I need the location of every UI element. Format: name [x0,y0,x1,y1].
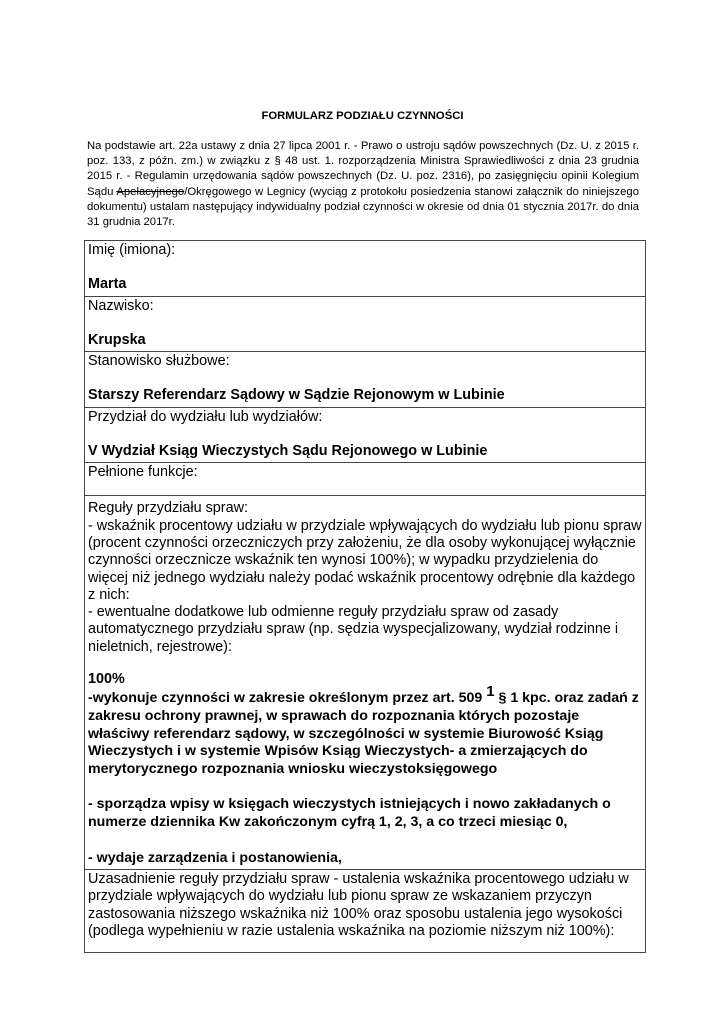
division-form [84,240,646,953]
rules-percentage-description: - wskaźnik procentowy udziału w przydziale wpływających do wydziału lub pionu spraw (procent czynności orzeczniczych przy założeniu, że dla osoby wykonującej wyłącznie czynności orzecznicze wskaźnik ten wynosi 100%); w wypadku przydzielenia do więcej niż jednego wydziału należy podać wskaźnik procentowy odrębnie dla każdego z nich: [88,517,642,603]
department-value: V Wydział Ksiąg Wieczystych Sądu Rejonowego w Lubinie [88,443,488,460]
rules-section [85,496,645,870]
rules-label: Reguły przydziału spraw: [88,500,248,517]
document-title: FORMULARZ PODZIAŁU CZYNNOŚCI [261,110,464,122]
intro-paragraph [87,139,639,230]
first-name-value: Marta [88,276,127,293]
position-section [85,352,645,408]
rules-percentage-value: 100% [88,671,125,688]
functions-label: Pełnione funkcje: [88,464,198,481]
department-section [85,408,645,464]
justification-section [85,870,645,953]
first-name-section [85,241,645,297]
department-label: Przydział do wydziału lub wydziałów: [88,408,323,425]
position-label: Stanowisko służbowe: [88,353,230,370]
justification-label: Uzasadnienie reguły przydziału spraw - ustalenia wskaźnika procentowego udziału w przydziale wpływających do wydziału lub pionu spraw ze wskazaniem przyczyn zastosowania niższego wskaźnika niż 100% oraz sposobu ustalenia jego wysokości (podlega wypełnieniu w razie ustalenia wskaźnika na poziomie niższym niż 100%): [88,871,629,939]
last-name-value: Krupska [88,331,146,348]
intro-text-after: /Okręgowego w Legnicy (wyciąg z protokołu posiedzenia stanowi załącznik do niniejszego dokumentu) ustalam następujący indywidualny podział czynności w okresie od dnia 01 stycznia 2017r. do dnia 31 grudnia 2017r. [87,185,639,229]
rules-duty-orders: - wydaje zarządzenia i postanowienia, [88,849,342,866]
rules-duty-scope [88,683,642,778]
rules-additional-description: - ewentualne dodatkowe lub odmienne reguły przydziału spraw od zasady automatycznego przydziału spraw (np. sędzia wyspecjalizowany, wydział rodzinne i nieletnich, rejestrowe): [88,604,619,655]
last-name-section [85,297,645,353]
intro-text-before: Na podstawie art. 22a ustawy z dnia 27 lipca 2001 r. - Prawo o ustroju sądów powszechnych (Dz. U. z 2015 r. poz. 133, z późn. zm.) w związku z § 48 ust. 1. rozporządzenia Ministra Sprawiedliwości z dnia 23 grudnia 2015 r. - Regulamin urzędowania sądów powszechnych (Dz. U. poz. 2316), po zasięgnięciu opinii Kolegium Sądu [87,140,639,198]
duty-scope-text: -wykonuje czynności w zakresie określonym przez art. 509 [88,690,483,707]
article-superscript: 1 [486,683,495,701]
functions-section [85,463,645,496]
position-value: Starszy Referendarz Sądowy w Sądzie Rejonowym w Lubinie [88,387,505,404]
first-name-label: Imię (imiona): [88,242,176,258]
intro-struck-text: Apelacyjnego [116,185,185,198]
duty-scope-text-continued: § 1 kpc. oraz zadań z zakresu ochrony prawnej, w sprawach do rozpoznania których pozostaje właściwy referendarz sądowy, w szczególności w systemie Biurowość Ksiąg Wieczystych i w systemie Wpisów Ksiąg Wieczystych- a zmierzających do merytorycznego rozpoznania wniosku wieczystoksięgowego [88,690,639,777]
last-name-label: Nazwisko: [88,297,154,314]
rules-duty-entries: - sporządza wpisy w księgach wieczystych istniejących i nowo zakładanych o numerze dziennika Kw zakończonym cyfrą 1, 2, 3, a co trzeci miesiąc 0, [88,796,611,830]
